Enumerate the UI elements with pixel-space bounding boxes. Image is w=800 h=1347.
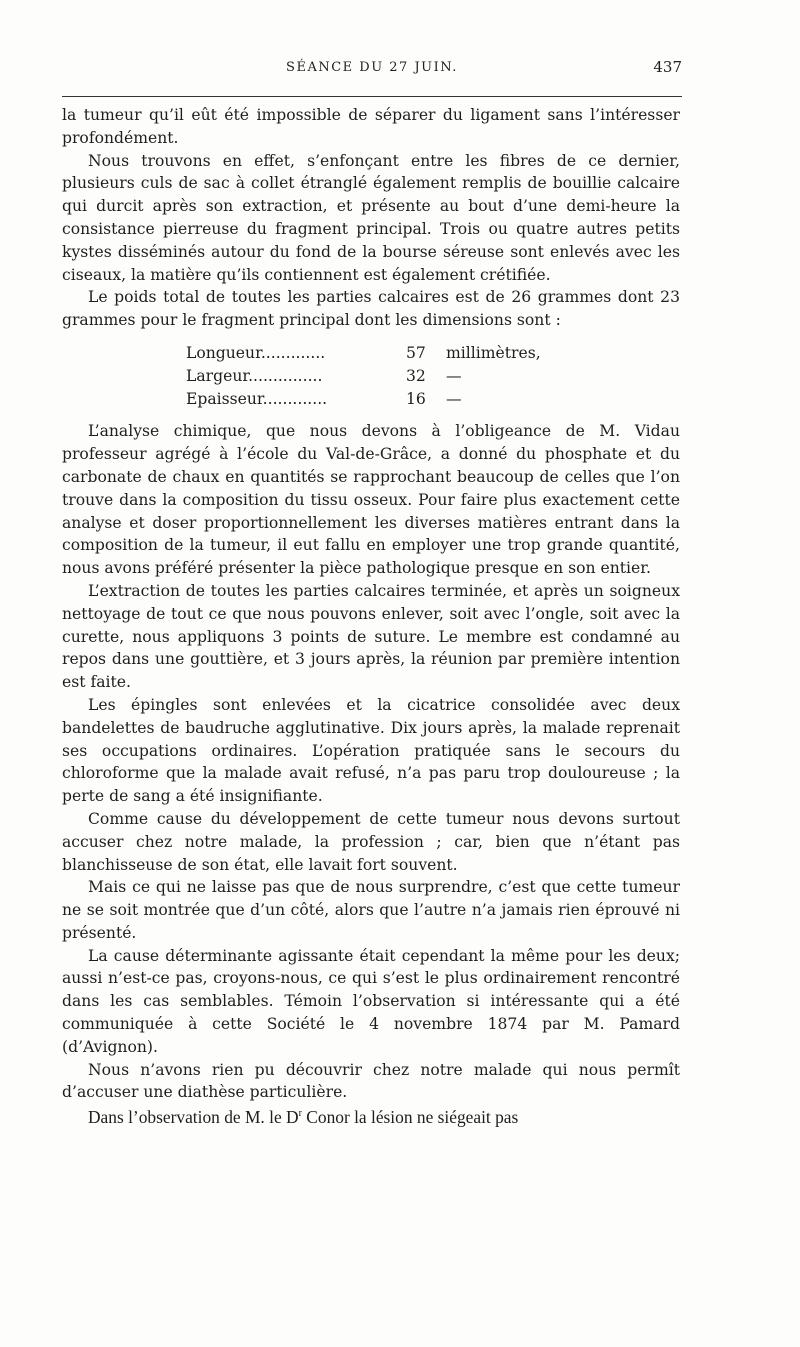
paragraph: L’extraction de toutes les parties calcaires terminée, et après un soigneux nettoyage de tout ce que nous pouvons enlever, soit avec l’ongle, soit avec la curette, nous appliquons 3 points de suture. Le membre est condamné au repos dans une gouttière, et 3 jours après, la réunion par première intention est faite. (62, 581, 680, 692)
header-rule (62, 96, 682, 97)
dimension-unit: — (446, 389, 462, 408)
page-header (62, 56, 682, 80)
running-title: SÉANCE DU 27 JUIN. (286, 60, 458, 75)
paragraph: La cause déterminante agissante était cependant la même pour les deux; aussi n’est-ce pas, croyons-nous, ce qui s’est le plus ordinairement rencontré dans les cas semblables. Témoin l’observation si intéressante qui a été communiquée à cette Société le 4 novembre 1874 par M. Pamard (d’Avignon). (62, 946, 680, 1056)
dimension-label: Epaisseur............. (186, 389, 328, 408)
closing-text-end: Conor la lésion ne siégeait pas (301, 1107, 519, 1128)
dimension-value: 32 (406, 366, 426, 385)
dimension-value: 57 (406, 343, 426, 362)
page-number: 437 (653, 58, 682, 76)
dimension-row (186, 365, 586, 388)
dimension-label: Largeur............... (186, 366, 323, 385)
dimension-unit: — (446, 366, 462, 385)
dimension-row (186, 388, 586, 411)
page-body (62, 104, 680, 1130)
paragraph: Mais ce qui ne laisse pas que de nous surprendre, c’est que cette tumeur ne se soit montrée que d’un côté, alors que l’autre n’a jamais rien éprouvé ni présenté. (62, 878, 680, 942)
dimension-value: 16 (406, 389, 426, 408)
paragraph: L’analyse chimique, que nous devons à l’obligeance de M. Vidau professeur agrégé à l’école du Val-de-Grâce, a donné du phosphate et du carbonate de chaux en quantités se rapprochant beaucoup de celles que l’on trouve dans la composition du tissu osseux. Pour faire plus exactement cette analyse et doser proportionnellement les diverses matières entrant dans la composition de la tumeur, il eut fallu en employer une trop grande quantité, nous avons préféré présenter la pièce pathologique presque en son entier. (62, 422, 680, 578)
paragraph: Le poids total de toutes les parties calcaires est de 26 grammes dont 23 grammes pour le fragment principal dont les dimensions sont : (62, 288, 680, 330)
dimension-unit: millimètres, (446, 343, 541, 362)
paragraph: Nous trouvons en effet, s’enfonçant entre les fibres de ce dernier, plusieurs culs de sac à collet étranglé également remplis de bouillie calcaire qui durcit après son extraction, et présente au bout d’une demi-heure la consistance pierreuse du fragment principal. Trois ou quatre autres petits kystes disséminés autour du fond de la bourse séreuse sont enlevés avec les ciseaux, la matière qu’ils contiennent est également crétifiée. (62, 151, 680, 284)
paragraph: Les épingles sont enlevées et la cicatrice consolidée avec deux bandelettes de baudruche agglutinative. Dix jours après, la malade reprenait ses occupations ordinaires. L’opération pratiquée sans le secours du chloroforme que la malade avait refusé, n’a pas paru trop douloureuse ; la perte de sang a été insignifiante. (62, 695, 680, 806)
dimension-label: Longueur............. (186, 343, 326, 362)
dimension-row (186, 342, 586, 365)
dimensions-table (186, 342, 586, 410)
paragraph: Comme cause du développement de cette tumeur nous devons surtout accuser chez notre malade, la profession ; car, bien que n’étant pas blanchisseuse de son état, elle lavait fort souvent. (62, 809, 680, 874)
closing-text: Dans l’observation de M. le D (88, 1107, 299, 1128)
closing-superscript: r (298, 1108, 302, 1120)
paragraph: la tumeur qu’il eût été impossible de séparer du ligament sans l’intéresser profondément. (62, 106, 680, 147)
closing-line (62, 1104, 680, 1130)
paragraph: Nous n’avons rien pu découvrir chez notre malade qui nous permît d’accuser une diathèse particulière. (62, 1060, 680, 1102)
